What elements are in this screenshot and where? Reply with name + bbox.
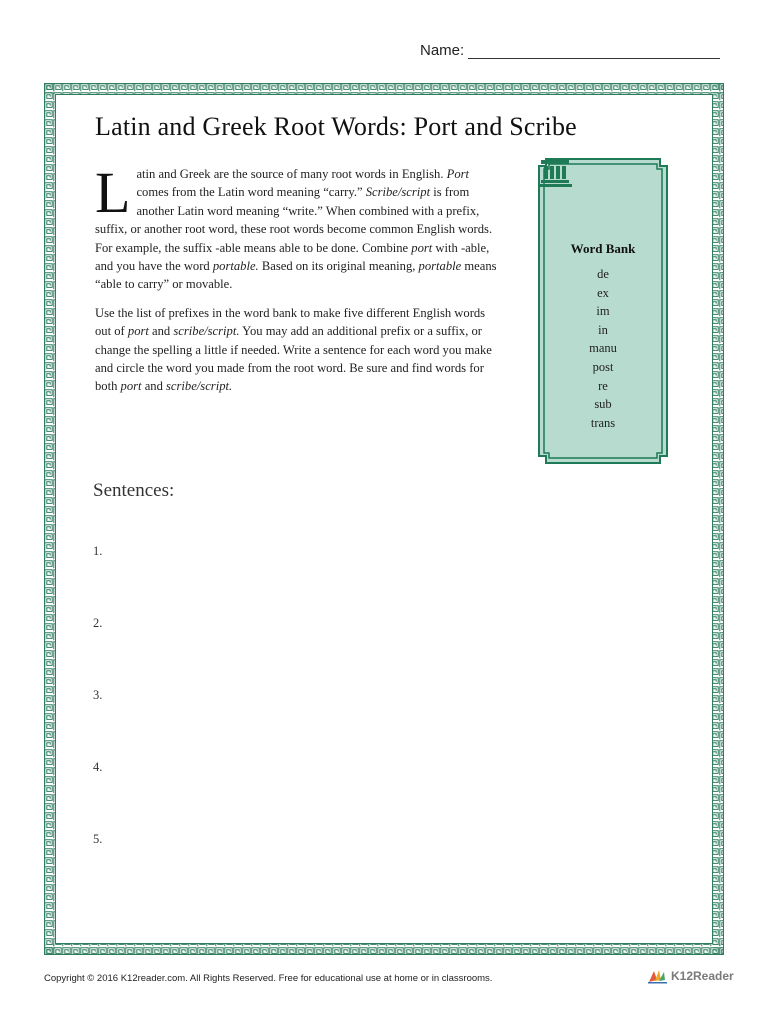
sentence-number: 4. (93, 760, 103, 774)
text-run: and (141, 379, 167, 394)
text-run: Based on its original meaning, (258, 259, 419, 274)
word-bank-item: in (598, 322, 608, 337)
intro-text (95, 160, 497, 406)
drop-cap: L (95, 160, 131, 225)
name-blank-line[interactable] (468, 42, 720, 59)
columned-building-icon (538, 158, 572, 188)
italic-run: scribe/script. (173, 324, 240, 339)
name-label: Name: (420, 42, 465, 59)
word-bank (538, 158, 668, 464)
italic-run: portable (418, 259, 462, 274)
italic-run: port (127, 324, 149, 339)
copyright-footer: Copyright © 2016 K12reader.com. All Rights Reserved. Free for educational use at home or in classrooms. (44, 973, 493, 984)
word-bank-item: de (597, 267, 609, 281)
word-bank-item: post (592, 359, 614, 374)
text-run: with -able, and you have the word (95, 240, 490, 274)
intro-paragraph-1 (95, 160, 497, 294)
italic-run: Scribe/script (365, 185, 431, 200)
italic-run: port (120, 379, 142, 394)
logo-text: K12Reader (671, 969, 734, 983)
page-title: Latin and Greek Root Words: Port and Scribe (95, 112, 577, 141)
text-run: You may add an additional prefix or a suffix, or change the spelling a little if needed. Write a sentence for each word you make and circle the word you made from the root word. Be sure and find words for both (95, 324, 492, 394)
sentences-heading: Sentences: (93, 480, 175, 501)
text-run: is from another Latin word meaning “write.” When combined with a prefix, suffix, or another root word, these root words become common English words. For example, the suffix -able means able to be done. Combine (95, 185, 493, 255)
book-icon (648, 968, 668, 984)
text-run: Use the list of prefixes in the word bank to make five different English words out of (95, 305, 486, 339)
word-bank-list (538, 265, 668, 432)
word-bank-title: Word Bank (570, 241, 636, 256)
text-run: atin and Greek are the source of many root words in English. (136, 167, 447, 181)
text-run: and (148, 324, 174, 339)
k12reader-logo (648, 968, 734, 984)
word-bank-item: ex (597, 285, 609, 300)
italic-run: scribe/script. (166, 379, 233, 394)
italic-run: Port (446, 167, 470, 181)
word-bank-item: im (596, 304, 610, 319)
sentence-number: 2. (93, 616, 103, 630)
sentence-number: 3. (93, 688, 103, 702)
italic-run: port (411, 240, 433, 255)
word-bank-item: sub (594, 397, 612, 412)
text-run: comes from the Latin word meaning “carry.” (136, 185, 366, 200)
word-bank-item: re (598, 378, 608, 393)
word-bank-item: manu (589, 341, 617, 356)
name-field (420, 42, 720, 59)
sentence-number: 5. (93, 832, 103, 846)
word-bank-item: trans (590, 415, 616, 430)
intro-paragraph-2 (95, 304, 497, 396)
italic-run: portable. (212, 259, 259, 274)
sentence-number: 1. (93, 544, 103, 558)
text-run: means “able to carry” or movable. (95, 259, 497, 292)
